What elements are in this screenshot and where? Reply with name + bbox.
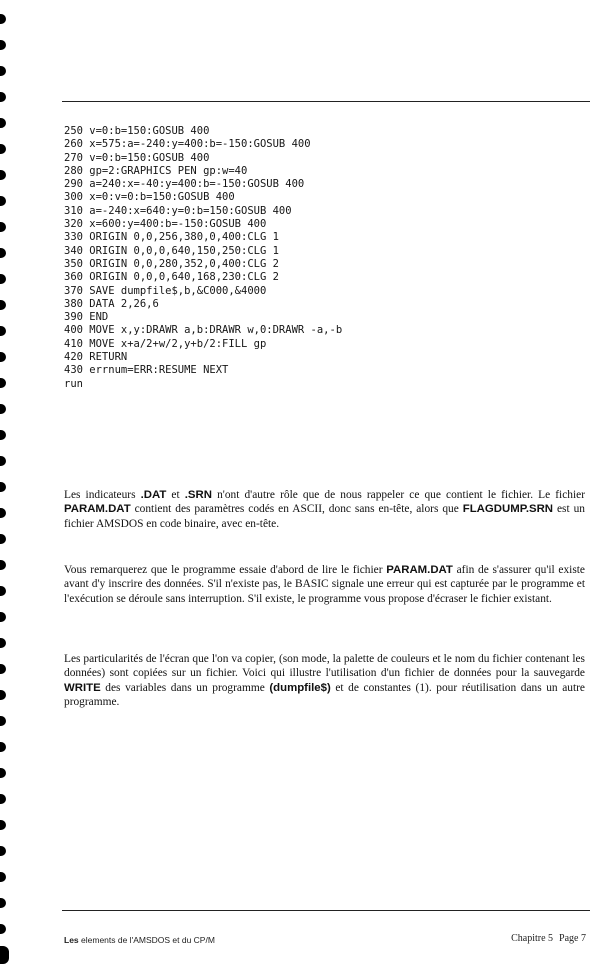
code-line: 280 gp=2:GRAPHICS PEN gp:w=40 <box>64 164 248 177</box>
bottom-rule <box>62 910 590 911</box>
text-run: contient des paramètres codés en ASCII, donc sans en-tête, alors que <box>130 503 463 516</box>
bold-term: .DAT <box>140 489 167 501</box>
bold-term: .SRN <box>184 489 212 501</box>
basic-code-listing <box>64 125 342 391</box>
bold-term: PARAM.DAT <box>386 564 453 576</box>
code-line: 320 x=600:y=400:b=-150:GOSUB 400 <box>64 218 267 231</box>
footer-book-title <box>64 935 215 945</box>
text-run: n'ont d'autre rôle que de nous rappeler ce que contient le fichier. Le fichier <box>211 489 585 501</box>
text-run: Les particularités de l'écran que l'on va copier, (son mode, la palette de couleurs et le nom du fichier contenant les données) sont copiées sur un fichier. Voici qui illustre l'utilisation d'un fichier de données pour la sauvegarde <box>64 653 585 680</box>
code-line: 400 MOVE x,y:DRAWR a,b:DRAWR w,0:DRAWR -a,-b <box>64 324 343 337</box>
code-line: 300 x=0:v=0:b=150:GOSUB 400 <box>64 191 235 204</box>
text-run: et <box>166 489 185 501</box>
bold-term: WRITE <box>64 681 101 694</box>
text-run: afin de s'assurer qu'il existe avant d'y inscrire des données. S'il n'existe pas, le BASIC signale une erreur qui est capturée par le programme et l'exécution se déroule sans interruption. S'il existe, le programme vous propose d'écraser le fichier existant. <box>64 564 585 605</box>
footer-chapter: Chapitre 5 <box>511 933 554 944</box>
code-line: 310 a=-240:x=640:y=0:b=150:GOSUB 400 <box>64 204 292 217</box>
footer-page-number: Page 7 <box>559 933 586 944</box>
bold-term: FLAGDUMP.SRN <box>462 503 554 516</box>
text-run: des variables dans un programme <box>100 681 270 694</box>
text-run: Les indicateurs <box>64 489 141 501</box>
code-line: 420 RETURN <box>64 351 128 364</box>
text-run: et de constantes (1). pour réutilisation dans un autre programme. <box>64 681 585 708</box>
binding-holes <box>0 0 12 967</box>
code-line: 360 ORIGIN 0,0,0,640,168,230:CLG 2 <box>64 271 279 284</box>
bold-term: (dumpfile$) <box>269 681 331 694</box>
code-line: 340 ORIGIN 0,0,0,640,150,250:CLG 1 <box>64 244 279 257</box>
code-line: 390 END <box>64 311 109 324</box>
footer-page-info <box>505 933 586 944</box>
code-line: 260 x=575:a=-240:y=400:b=-150:GOSUB 400 <box>64 138 311 151</box>
bold-term: PARAM.DAT <box>64 503 131 516</box>
top-rule <box>62 101 590 102</box>
code-line: 350 ORIGIN 0,0,280,352,0,400:CLG 2 <box>64 257 279 270</box>
footer-title-text: elements de l'AMSDOS et du CP/M <box>78 935 215 945</box>
paragraph-file-indicators <box>64 488 585 531</box>
paragraph-screen-copy <box>64 652 585 709</box>
code-line: 410 MOVE x+a/2+w/2,y+b/2:FILL gp <box>64 337 267 350</box>
text-run: est un fichier AMSDOS en code binaire, avec en-tête. <box>64 503 585 530</box>
code-line: 370 SAVE dumpfile$,b,&C000,&4000 <box>64 284 267 297</box>
code-line: 380 DATA 2,26,6 <box>64 297 159 310</box>
text-run: Vous remarquerez que le programme essaie d'abord de lire le fichier <box>64 564 387 576</box>
code-line: 290 a=240:x=-40:y=400:b=-150:GOSUB 400 <box>64 178 305 191</box>
code-line: 250 v=0:b=150:GOSUB 400 <box>64 125 210 137</box>
footer-bold-word: Les <box>64 935 79 945</box>
code-line: 270 v=0:b=150:GOSUB 400 <box>64 151 210 164</box>
code-line: 430 errnum=ERR:RESUME NEXT <box>64 364 229 377</box>
paragraph-error-handling <box>64 563 585 606</box>
code-line: 330 ORIGIN 0,0,256,380,0,400:CLG 1 <box>64 231 279 244</box>
code-line: run <box>64 377 83 390</box>
